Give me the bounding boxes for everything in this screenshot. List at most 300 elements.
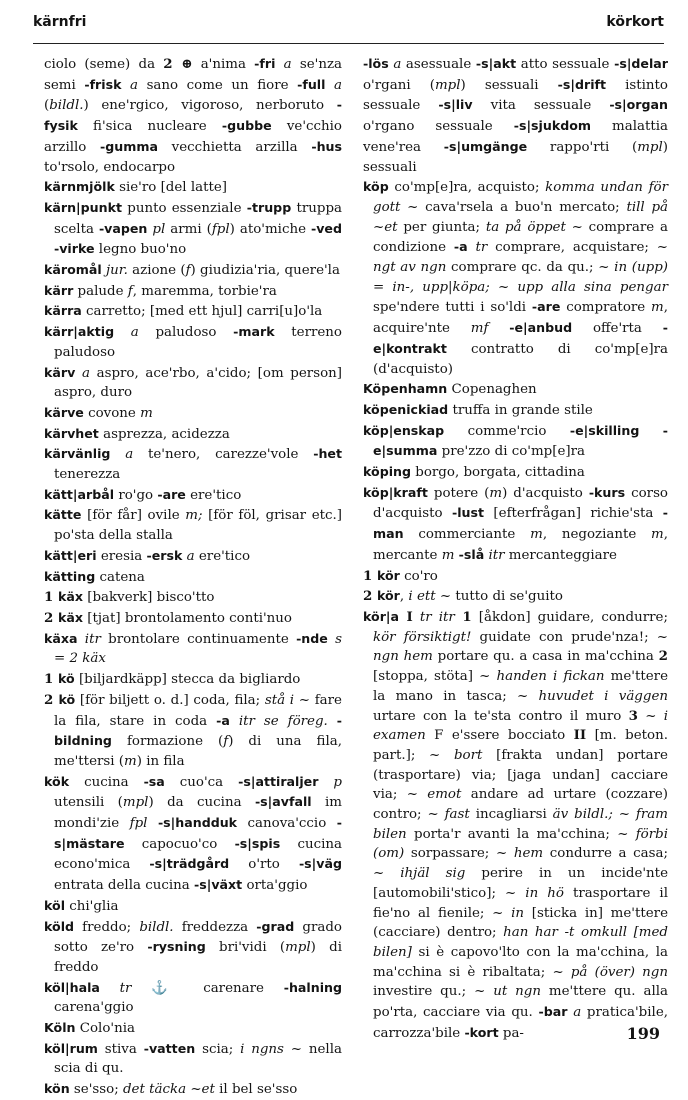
entry-text: [bakverk] bisco'tto <box>82 590 215 606</box>
entry-text: 1 <box>44 671 58 688</box>
headword: -grad <box>256 918 295 934</box>
entry-text: [sticka in] me'ttere (cacciare) dentro; <box>373 905 668 941</box>
entry-text: portare qu. a casa in ma'cchina <box>432 649 659 665</box>
dictionary-entry <box>363 421 668 462</box>
entry-text: investire qu.; <box>373 984 475 1000</box>
entry-text: truffa in grande stile <box>448 402 593 418</box>
entry-text: I <box>399 608 413 625</box>
entry-text: brontolare continuamente <box>100 631 297 647</box>
dictionary-entry <box>44 567 342 588</box>
entry-text: comprare qc. da qu.; <box>446 260 599 276</box>
entry-text: co'ro <box>399 568 438 584</box>
entry-text: ) da cucina <box>148 795 255 811</box>
headword: kö <box>57 671 75 687</box>
headword: käromål <box>44 262 102 278</box>
headword: -e|skilling <box>569 422 640 438</box>
entry-text: , <box>399 589 409 605</box>
headword: köp|enskap <box>363 422 445 438</box>
dictionary-entry <box>44 444 342 484</box>
dictionary-entry <box>44 772 342 896</box>
running-head-left: kärnfri <box>33 14 87 30</box>
entry-text: atto sessuale <box>516 57 615 72</box>
headword: -s|spis <box>234 835 281 851</box>
entry-text: fpl <box>211 221 230 237</box>
entry-text: nella scia di qu. <box>54 1041 342 1077</box>
headword: -s|trädgård <box>149 856 230 872</box>
entry-text: ~ fast <box>427 807 470 823</box>
entry-text: incagliarsi <box>469 807 553 823</box>
entry-text: aspro, ace'rbo, a'cido; [om person] aspro, duro <box>54 365 342 401</box>
headword: kätte <box>44 507 82 523</box>
entry-text: asprezza, acidezza <box>98 426 230 442</box>
entry-text: a'nima <box>192 57 255 72</box>
entry-text: ~ bort <box>429 747 483 763</box>
headword: kätt|eri <box>44 547 97 563</box>
entry-text: mercanteggiare <box>504 547 617 563</box>
dictionary-entry <box>44 363 342 403</box>
entry-text: to'rsolo, endocarpo <box>44 159 176 175</box>
entry-text: ~ förbi (om) <box>373 826 668 862</box>
entry-text: freddezza <box>173 919 257 935</box>
headword: kärnmjölk <box>44 179 115 195</box>
entry-text: till på ~et <box>373 199 668 235</box>
dictionary-entry <box>44 896 342 917</box>
headword: kärra <box>44 303 82 319</box>
headword: käx <box>57 589 83 605</box>
headword: kör|a <box>363 608 399 624</box>
headword: -vatten <box>143 1040 196 1056</box>
entry-text: ~ in (upp) = in-, upp|köpa; ~ upp alla sina pengar <box>373 260 669 295</box>
entry-text: entrata della cucina <box>54 878 195 894</box>
headword: -bildning <box>54 712 342 749</box>
dictionary-entry <box>363 607 668 1043</box>
dictionary-entry <box>44 629 342 669</box>
dictionary-entry <box>44 424 342 445</box>
entry-text: me'ttere qu. alla po'rta, cacciare via qu. <box>373 984 668 1021</box>
headword: -virke <box>54 241 95 257</box>
entry-text: mpl <box>434 77 461 93</box>
entry-text: canova'ccio <box>237 816 337 832</box>
headword: -s|drift <box>557 76 607 92</box>
headword: kärv <box>44 364 76 380</box>
headword: Köpenhamn <box>363 381 448 397</box>
entry-text: ) di una fila, me'ttersi ( <box>54 734 342 769</box>
headword: -a <box>216 712 230 728</box>
entry-text: freddo; <box>74 919 140 935</box>
entry-text: bildl. <box>49 98 84 114</box>
entry-text: sano come un fiore <box>138 77 298 93</box>
headword: kätt|arbål <box>44 486 115 502</box>
dictionary-entry <box>44 198 342 260</box>
entry-text: ) d'acquisto <box>502 485 589 501</box>
headword: -full <box>297 76 326 92</box>
entry-text: malattia vene'rea <box>363 119 668 155</box>
entry-text: pre'zzo di co'mp[e]ra <box>437 444 586 460</box>
headword: -s|handduk <box>157 815 238 831</box>
entry-text <box>488 321 509 336</box>
entry-text: ~ ut ngn <box>474 984 541 1000</box>
dictionary-entry <box>363 54 668 177</box>
entry-text: tr <box>467 240 488 256</box>
entry-text: 1 <box>363 567 377 584</box>
entry-text: vecchietta arzilla <box>157 139 312 155</box>
dictionary-entry <box>44 690 342 772</box>
headword: kärr|aktig <box>44 324 115 340</box>
entry-text: paludoso <box>138 325 234 341</box>
entry-text: jur. <box>101 263 128 279</box>
entry-text: [tjat] brontolamento conti'nuo <box>82 610 292 626</box>
entry-text: p <box>318 774 342 790</box>
headword: -sa <box>143 773 165 789</box>
headword: -s|delar <box>614 56 668 71</box>
entry-text: a <box>110 447 134 463</box>
entry-text: azione ( <box>127 263 186 279</box>
dictionary-entry <box>44 1018 342 1039</box>
entry-text: scia; <box>195 1041 241 1057</box>
entry-text: [för föl, grisar etc.] po'sta della stalla <box>54 508 342 544</box>
entry-text: ) in fila <box>136 753 185 769</box>
entry-text: istinto sessuale <box>363 77 668 114</box>
headword: -frisk <box>84 76 122 92</box>
entry-text: a <box>388 57 402 72</box>
dictionary-entry <box>363 462 668 483</box>
entry-text: ~ in hö <box>505 885 564 901</box>
entry-text: condurre a casa; <box>543 846 668 862</box>
headword: -nde <box>296 630 328 646</box>
entry-text: o'rgani ( <box>363 77 435 93</box>
headword: -mark <box>233 324 275 340</box>
entry-text: itr <box>484 547 505 563</box>
entry-text: Copenaghen <box>447 382 537 398</box>
headword: -gubbe <box>221 118 272 134</box>
page-number: 199 <box>626 1024 660 1043</box>
entry-text: itr se föreg. <box>229 713 328 729</box>
entry-text: ere'tico <box>194 548 251 564</box>
dictionary-entry <box>44 322 342 362</box>
entry-text: co'mp[e]ra, acquisto; <box>388 180 546 196</box>
entry-text: comme'rcio <box>444 423 570 439</box>
entry-text: chi'glia <box>65 898 119 914</box>
entry-text: legno buo'no <box>94 242 187 258</box>
entry-text: ta på öppet ~ <box>485 219 583 235</box>
dictionary-entry <box>44 505 342 545</box>
right-column <box>363 54 668 1043</box>
entry-text: m; <box>185 508 203 524</box>
headword: -s|attiraljer <box>238 773 319 789</box>
headword: -gumma <box>100 138 158 154</box>
entry-text: guidate con prude'nza!; <box>471 629 657 645</box>
entry-text: han har -t omkull [med bilen] <box>373 925 668 960</box>
dictionary-entry <box>44 54 342 177</box>
entry-text: a <box>275 57 292 72</box>
dictionary-entry <box>44 1079 342 1100</box>
entry-text: se'sso; <box>69 1082 123 1098</box>
entry-text: bri'vidi ( <box>205 940 286 956</box>
entry-text: ) giudizia'ria, quere'la <box>190 263 340 279</box>
entry-text: m <box>530 527 543 543</box>
headword: -halning <box>283 979 342 995</box>
dictionary-entry <box>363 177 668 379</box>
entry-text: s = 2 käx <box>54 631 342 667</box>
entry-text: 2 ⊕ <box>163 56 193 72</box>
entry-text <box>328 714 337 729</box>
entry-text: urtare con la te'sta contro il muro <box>373 708 629 724</box>
entry-text: catena <box>95 569 145 585</box>
entry-text: spe'ndere tutti i so'ldi <box>373 300 532 316</box>
entry-text: carena'ggio <box>54 1000 134 1016</box>
headword: -e|anbud <box>509 320 573 336</box>
headword: -e|summa <box>373 422 668 459</box>
entry-text: per giunta; <box>397 219 486 235</box>
entry-text: cava'rsela a buo'n mercato; <box>418 199 627 215</box>
headword: kärvhet <box>44 425 99 441</box>
entry-text: ~ hem <box>495 846 544 862</box>
entry-text: me'ttere la mano in tasca; <box>373 669 669 704</box>
entry-text: palude <box>73 283 128 299</box>
headword: kök <box>44 773 70 789</box>
entry-text: grado sotto ze'ro <box>54 919 342 956</box>
entry-text <box>147 816 157 831</box>
dictionary-entry <box>44 978 342 1018</box>
left-column <box>44 54 342 1100</box>
headword: -slå <box>458 546 485 562</box>
entry-text: punto essenziale <box>122 200 247 216</box>
headword: -lust <box>451 505 484 521</box>
entry-text: det täcka ~et <box>122 1082 215 1098</box>
entry-text: ro'go <box>114 487 158 503</box>
headword: -bar <box>538 1004 568 1020</box>
entry-text: pa- <box>498 1025 524 1041</box>
entry-text: äv bildl.; ~ fram bilen <box>373 807 668 842</box>
entry-text: andare ad urtare (cozzare) contro; <box>373 787 668 823</box>
entry-text <box>639 424 662 439</box>
headword: -s|avfall <box>254 794 312 810</box>
entry-text: m <box>124 753 137 769</box>
entry-text: ve'cchio arzillo <box>44 119 342 155</box>
headword: köld <box>44 918 75 934</box>
entry-text: il bel se'sso <box>214 1082 298 1098</box>
dictionary-entry <box>44 669 342 690</box>
entry-text: im mondi'zie <box>54 795 342 832</box>
entry-text: [åkdon] guidare, condurre; <box>471 609 668 625</box>
entry-text: Colo'nia <box>75 1021 135 1037</box>
entry-text: ciolo (seme) da <box>44 57 164 72</box>
entry-text: ) sessuali <box>460 77 558 93</box>
headword: kö <box>58 691 76 707</box>
entry-text: commerciante <box>403 527 531 543</box>
entry-text: ~ i examen <box>373 708 669 744</box>
entry-text: comprare a condizione <box>373 219 668 256</box>
entry-text: a <box>75 365 90 381</box>
entry-text: ~ ngn hem <box>373 629 668 665</box>
headword: köping <box>363 464 412 480</box>
entry-text: ~ huvudet i väggen <box>517 688 669 704</box>
headword: kör <box>376 588 400 604</box>
headword: kön <box>44 1081 70 1097</box>
entry-text: , acquire'nte <box>373 300 669 337</box>
entry-text: ⚓ carenare <box>131 980 284 996</box>
dictionary-entry <box>363 400 668 421</box>
entry-text: te'nero, carezze'vole <box>133 447 314 463</box>
entry-text: eresia <box>96 548 147 564</box>
headword: kör <box>376 567 400 583</box>
entry-text: m <box>441 547 455 563</box>
entry-text: 2 <box>44 691 59 708</box>
dictionary-entry <box>44 608 342 629</box>
headword: -are <box>157 486 186 502</box>
headword: kärr <box>44 282 74 298</box>
headword: -s|organ <box>609 97 668 113</box>
entry-text: se'nza semi <box>44 57 342 93</box>
entry-text: ere'tico <box>185 487 242 503</box>
headword: kärve <box>44 404 84 420</box>
entry-text: i ngns ~ <box>240 1041 303 1057</box>
entry-text: stiva <box>97 1041 144 1057</box>
entry-text: capocuo'co <box>124 836 235 852</box>
entry-text: m <box>140 405 153 421</box>
entry-text: a <box>114 325 139 341</box>
headword: köl <box>44 897 66 913</box>
entry-text: potere ( <box>427 485 490 501</box>
header-rule <box>33 43 664 44</box>
entry-text: F e'ssere bocciato <box>425 728 574 744</box>
dictionary-entry <box>44 485 342 506</box>
entry-text: o'rgano sessuale <box>363 119 514 135</box>
entry-text: m <box>489 485 503 501</box>
entry-text: stå i ~ <box>264 692 311 708</box>
entry-text: [biljardkäpp] stecca da bigliardo <box>74 672 301 688</box>
entry-text: 1 <box>454 608 472 625</box>
entry-text: [efterfrågan] richie'sta <box>484 506 663 522</box>
dictionary-entry <box>44 281 342 302</box>
running-head-right: körkort <box>606 14 664 30</box>
entry-text: 2 <box>658 648 668 665</box>
entry-text: cuo'ca <box>164 774 239 790</box>
headword: -e|kontrakt <box>373 320 668 356</box>
entry-text: ~ handen i fickan <box>479 669 605 685</box>
entry-text: a <box>182 548 195 564</box>
headword: -s|växt <box>194 877 243 893</box>
entry-text: covone <box>83 405 141 421</box>
dictionary-entry <box>363 483 668 566</box>
entry-text: tenerezza <box>54 467 121 483</box>
entry-text: pl <box>147 221 166 237</box>
entry-text: II <box>573 727 587 744</box>
entry-text: armi ( <box>165 221 212 237</box>
entry-text: i ett ~ <box>408 589 452 605</box>
headword: -fri <box>254 56 276 71</box>
headword: -s|liv <box>438 97 473 113</box>
entry-text: ) ene'rgico, vigoroso, nerboruto <box>83 98 337 114</box>
entry-text: truppa scelta <box>54 200 342 237</box>
entry-text: compratore <box>560 300 652 316</box>
entry-text: mf <box>470 321 489 337</box>
headword: köp|kraft <box>363 484 428 500</box>
entry-text: [för biljett o. d.] coda, fila; <box>75 692 265 708</box>
entry-text: m <box>651 300 664 316</box>
entry-text: ~ ngt av ngn <box>373 240 668 276</box>
entry-text: cucina <box>69 774 144 790</box>
entry-text: porta'r avanti la ma'cchina; <box>406 826 618 842</box>
entry-text: f <box>185 263 191 279</box>
entry-text: [stoppa, stöta] <box>373 669 480 685</box>
headword: köl|rum <box>44 1040 98 1056</box>
entry-text: utensili ( <box>54 795 123 811</box>
entry-text: ) di freddo <box>54 940 342 975</box>
entry-text: terreno paludoso <box>54 325 342 360</box>
dictionary-entry <box>44 546 342 567</box>
entry-text: ~ in <box>492 905 525 921</box>
entry-text: fi'sica nucleare <box>77 119 222 135</box>
entry-text: ~ emot <box>406 787 462 803</box>
entry-text: a <box>567 1005 582 1021</box>
entry-text: ) sessuali <box>363 139 668 175</box>
entry-text: vita sessuale <box>472 98 610 114</box>
headword: -lös <box>363 56 389 71</box>
entry-text: bildl. <box>139 919 174 935</box>
headword: -s|väg <box>298 856 342 872</box>
entry-text: o'rto <box>229 857 299 873</box>
headword: -fysik <box>44 97 342 134</box>
headword: köpenickiad <box>363 401 449 417</box>
entry-text: offe'rta <box>572 321 663 337</box>
entry-text: mpl <box>285 940 311 956</box>
entry-text: mpl <box>637 139 663 155</box>
headword: -are <box>531 299 561 315</box>
dictionary-entry <box>363 586 668 607</box>
headword: käxa <box>44 630 78 646</box>
entry-text: m <box>651 527 664 543</box>
entry-text: perire in un incide'nte [automobili'stico]; <box>373 866 668 901</box>
dictionary-entry <box>363 566 668 587</box>
entry-text: sorpassare; <box>404 846 496 862</box>
entry-text: sie'ro [del latte] <box>114 180 228 196</box>
headword: -vapen <box>98 220 148 236</box>
entry-text: trasportare il fie'no al fienile; <box>373 885 668 921</box>
headword: -man <box>373 505 668 542</box>
entry-text: mpl <box>122 795 149 811</box>
entry-text: tr <box>99 980 132 996</box>
entry-text: ~ på (över) ngn <box>552 964 668 980</box>
headword: -kurs <box>588 484 626 500</box>
dictionary-entry <box>44 917 342 978</box>
headword: -het <box>313 446 342 462</box>
entry-text: 2 <box>363 588 377 605</box>
headword: -rysning <box>147 939 206 955</box>
entry-text: kör försiktigt! <box>373 629 472 645</box>
headword: -kort <box>464 1024 499 1040</box>
dictionary-entry <box>363 379 668 400</box>
entry-text: ( <box>44 98 50 114</box>
entry-text: , maremma, torbie'ra <box>132 283 277 299</box>
dictionary-entry <box>44 403 342 424</box>
entry-text: cucina econo'mica <box>54 836 342 873</box>
entry-text: tr itr <box>412 609 455 625</box>
entry-text: 3 <box>628 707 638 724</box>
entry-text: f <box>223 734 229 750</box>
entry-text: [m. beton. part.]; <box>373 728 668 763</box>
entry-text: si è capovo'lto con la ma'cchina, la ma'cchina si è ribaltata; <box>373 944 668 980</box>
dictionary-entry <box>44 260 342 281</box>
entry-text: a <box>121 77 138 93</box>
entry-text: [för får] ovile <box>81 508 186 524</box>
headword: -a <box>453 239 468 255</box>
dictionary-entry <box>44 301 342 322</box>
entry-text: f <box>127 283 133 299</box>
entry-text: , mercante <box>373 527 668 563</box>
entry-text: formazione ( <box>111 734 224 750</box>
entry-text: corso d'acquisto <box>373 485 668 522</box>
